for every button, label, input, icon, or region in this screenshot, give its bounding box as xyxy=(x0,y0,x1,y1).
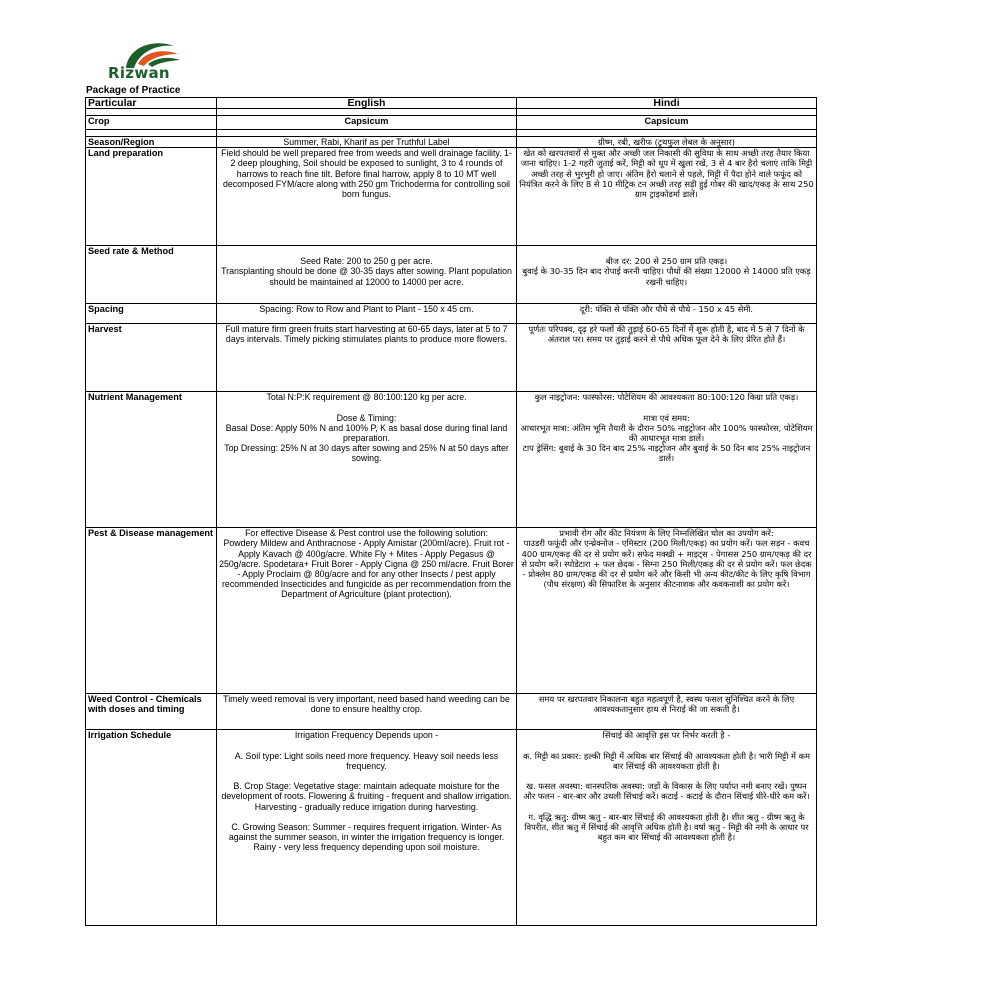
table-row xyxy=(86,148,817,246)
row-english: Capsicum xyxy=(217,116,517,130)
row-hindi: समय पर खरपतवार निकालना बहुत महत्वपूर्ण है, स्वस्थ फसल सुनिश्चित करने के लिए आवश्यकतानुसार हाथ से निराई की जा सकती है। xyxy=(517,694,817,730)
table-row xyxy=(86,730,817,926)
row-hindi: बीज दर: 200 से 250 ग्राम प्रति एकड़। बुवाई के 30-35 दिन बाद रोपाई करनी चाहिए। पौधों की संख्या 12000 से 14000 प्रति एकड़ रखनी चाहिए। xyxy=(522,256,811,287)
row-particular: Land preparation xyxy=(86,148,217,246)
row-hindi: सिंचाई की आवृत्ति इस पर निर्भर करती है - क. मिट्टी का प्रकार: हल्की मिट्टी में अधिक बार सिंचाई की आवश्यकता होती है। भारी मिट्टी में कम बार सिंचाई की आवश्यकता होती है। ख. फसल अवस्था: वानस्पतिक अवस्था: जड़ों के विकास के लिए पर्याप्त नमी बनाए रखें। पुष्पन और फलन - बार-बार और उथली सिंचाई करें। कटाई - कटाई के दौरान सिंचाई धीरे-धीरे कम करें। ग. वृद्धि ऋतु: ग्रीष्म ऋतु - बार-बार सिंचाई की आवश्यकता होती है। शीत ऋतु - ग्रीष्म ऋतु के विपरीत, शीत ऋतु में सिंचाई की आवृत्ति अधिक होती है। वर्षा ऋतु - मिट्टी की नमी के आधार पर बहुत कम बार सिंचाई की आवश्यकता होती है। xyxy=(523,730,810,843)
row-hindi: पूर्णतः परिपक्व, दृढ़ हरे फलों की तुड़ाई 60-65 दिनों में शुरू होती है, बाद में 5 से 7 दिनों के अंतराल पर। समय पर तुड़ाई करने से पौधे अधिक फूल देने के लिए प्रेरित होते हैं। xyxy=(517,324,817,392)
row-english: Seed Rate: 200 to 250 g per acre. Transplanting should be done @ 30-35 days after sowing. Plant population should be maintained at 12000 to 14000 per acre. xyxy=(221,256,512,287)
header-english: English xyxy=(217,98,517,109)
table-row xyxy=(86,392,817,528)
row-english: Total N:P:K requirement @ 80:100:120 kg per acre. Dose & Timing: Basal Dose: Apply 50% N and 100% P, K as basal dose during final land preparation. Top Dressing: 25% N at 30 days after sowing and 25% N at 50 days after sowing. xyxy=(224,392,509,464)
row-english: For effective Disease & Pest control use the following solution: Powdery Mildew and Anthracnose - Apply Amistar (200ml/acre). Fruit rot - Apply Kavach @ 400g/acre. White Fly + Mites - Apply Pegasus @ 250g/acre. Spodetara+ Fruit Borer - Apply Cigna @ 250 ml/acre. Fruit Borer - Apply Proclaim @ 80g/acre and for any other Insects / pest apply recommended Insecticides and fungicide as per recommendation from the Department of Agriculture (plant protection). xyxy=(219,528,514,600)
row-particular: Harvest xyxy=(86,324,217,392)
table-header-row xyxy=(86,98,817,109)
row-particular: Pest & Disease management xyxy=(86,528,217,694)
table-row xyxy=(86,137,817,148)
row-hindi: कुल नाइट्रोजन: फास्फोरस: पोटेशियम की आवश्यकता 80:100:120 किग्रा प्रति एकड़। मात्रा एवं समय: आधारभूत मात्रा: अंतिम भूमि तैयारी के दौरान 50% नाइट्रोजन और 100% फास्फोरस, पोटेशियम की आधारभूत मात्रा डालें। टाप ड्रेसिंग: बुवाई के 30 दिन बाद 25% नाइट्रोजन और बुवाई के 50 दिन बाद 25% नाइट्रोजन डालें। xyxy=(520,392,813,464)
row-english: Summer, Rabi, Kharif as per Truthful Label xyxy=(217,137,517,148)
table-row xyxy=(86,304,817,324)
row-hindi: प्रभावी रोग और कीट नियंत्रण के लिए निम्नलिखित घोल का उपयोग करें: पाउडरी फफूंदी और एन्थ्रेक्नोज - एमिस्टार (200 मिली/एकड़) का प्रयोग करें। फल सड़न - कवच 400 ग्राम/एकड़ की दर से प्रयोग करें। सफेद मक्खी + माइट्स - पेगासस 250 ग्राम/एकड़ की दर से प्रयोग करें। स्पोडेटारा + फल छेदक - सिग्ना 250 मिली/एकड़ की दर से प्रयोग करें। फल छेदक - प्रोक्लेम 80 ग्राम/एकड़ की दर से प्रयोग करें और किसी भी अन्य कीट/कीट के लिए कृषि विभाग (पौध संरक्षण) की सिफारिश के अनुसार कीटनाशक और कवकनाशी का प्रयोग करें। xyxy=(521,528,812,590)
row-particular: Nutrient Management xyxy=(86,392,217,528)
row-english: Timely weed removal is very important, need based hand weeding can be done to ensure healthy crop. xyxy=(217,694,517,730)
row-particular: Spacing xyxy=(86,304,217,324)
table-row xyxy=(86,246,817,304)
row-particular: Weed Control - Chemicals with doses and timing xyxy=(86,694,217,730)
table-row xyxy=(86,324,817,392)
spacer-row xyxy=(86,130,817,137)
row-particular: Irrigation Schedule xyxy=(86,730,217,926)
row-particular: Season/Region xyxy=(86,137,217,148)
row-hindi: Capsicum xyxy=(517,116,817,130)
table-row xyxy=(86,528,817,694)
table-row xyxy=(86,116,817,130)
row-particular: Seed rate & Method xyxy=(86,246,217,304)
row-english: Full mature firm green fruits start harvesting at 60-65 days, later at 5 to 7 days intervals. Timely picking stimulates plants to produce more flowers. xyxy=(217,324,517,392)
brand-name: Rizwan xyxy=(108,64,170,82)
row-english: Field should be well prepared free from weeds and well drainage facility. 1-2 deep ploughing, Soil should be exposed to sunlight, 3 to 4 rounds of harrows to reach fine tilt. Before final harrow, apply 8 to 10 MT well decomposed FYM/acre along with 250 gm Trichoderma for controlling soil born fungus. xyxy=(217,148,517,246)
row-hindi: ग्रीष्म, रबी, खरीफ (ट्रुथफुल लेबल के अनुसार) xyxy=(517,137,817,148)
package-of-practice-table xyxy=(85,97,817,926)
document-title: Package of Practice xyxy=(86,85,181,96)
row-particular: Crop xyxy=(86,116,217,130)
row-english: Spacing: Row to Row and Plant to Plant - 150 x 45 cm. xyxy=(217,304,517,324)
row-hindi: खेत को खरपतवारों से मुक्त और अच्छी जल निकासी की सुविधा के साथ अच्छी तरह तैयार किया जाना चाहिए। 1-2 गहरी जुताई करें, मिट्टी को धूप में खुला रखें, 3 से 4 बार हैरो चलाएं ताकि मिट्टी अच्छी तरह से भुरभुरी हो जाए। अंतिम हैरो चलाने से पहले, मिट्टी में पैदा होने वाले फफूंद को नियंत्रित करने के लिए 8 से 10 मीट्रिक टन अच्छी तरह सड़ी हुई गोबर की खाद/एकड़ के साथ 250 ग्राम ट्राइकोडर्मा डालें। xyxy=(517,148,817,246)
spacer-row xyxy=(86,109,817,116)
row-english: Irrigation Frequency Depends upon - A. Soil type: Light soils need more frequency. Heavy soil needs less frequency. B. Crop Stage: Vegetative stage: maintain adequate moisture for the development of roots. Flowering & fruiting - frequent and shallow irrigation. Harvesting - gradually reduce irrigation during harvesting. C. Growing Season: Summer - requires frequent irrigation. Winter- As against the summer season, in winter the irrigation frequency is longer. Rainy - very less frequency depending upon soil moisture. xyxy=(221,730,512,853)
header-particular: Particular xyxy=(86,98,217,109)
table-row xyxy=(86,694,817,730)
header-hindi: Hindi xyxy=(517,98,817,109)
row-hindi: दूरी: पंक्ति से पंक्ति और पौधे से पौधे - 150 x 45 सेमी. xyxy=(517,304,817,324)
